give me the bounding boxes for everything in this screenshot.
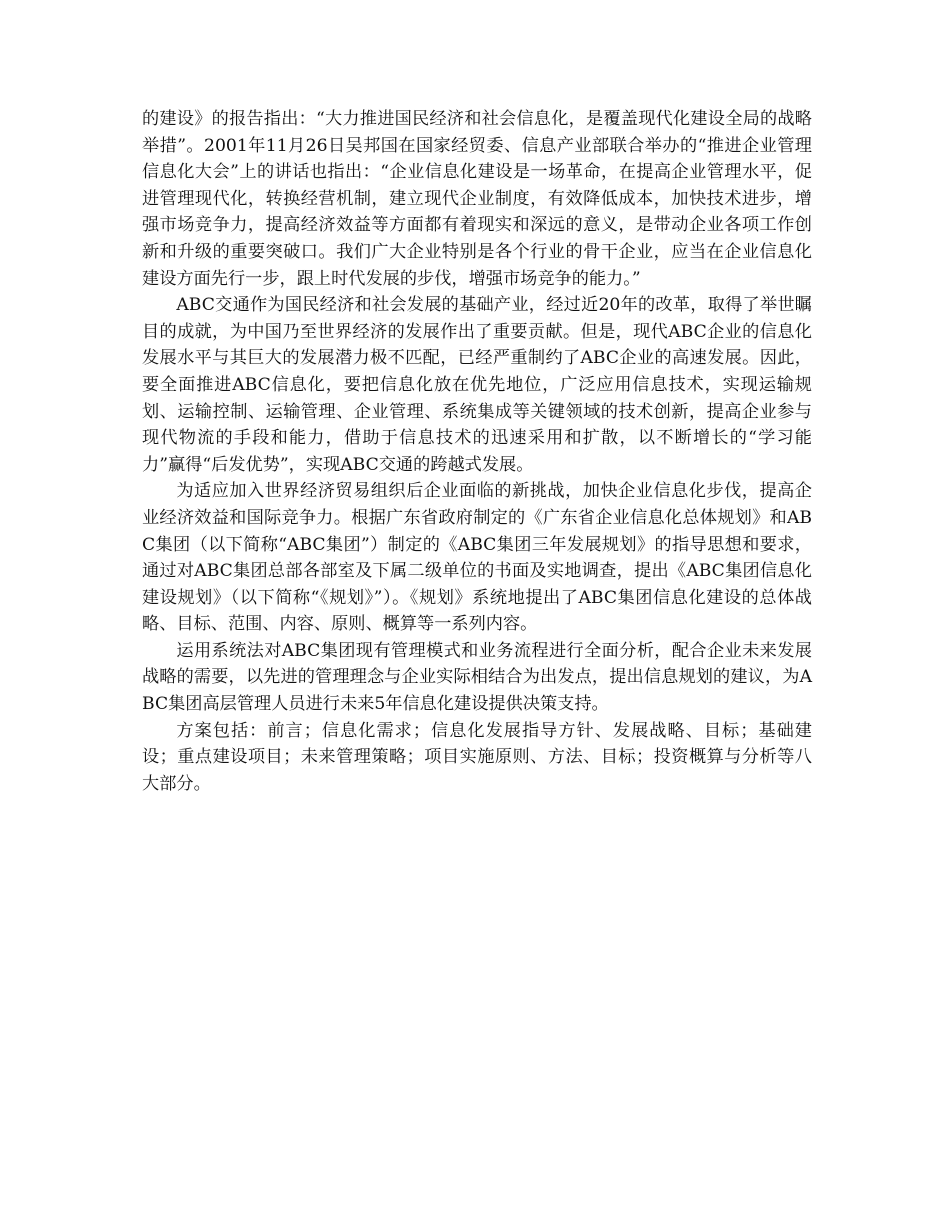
paragraph-wto-challenge: 为适应加入世界经济贸易组织后企业面临的新挑战，加快企业信息化步伐，提高企业经济效益和国际竞争力。根据广东省政府制定的《广东省企业信息化总体规划》和ABC集团（以下简称“ABC集团”）制定的《ABC集团三年发展规划》的指导思想和要求，通过对ABC集团总部各部室及下属二级单位的书面及实地调查，提出《ABC集团信息化建设规划》（以下简称“《规划》”）。《规划》系统地提出了ABC集团信息化建设的总体战略、目标、范围、内容、原则、概算等一系列内容。 (142, 481, 812, 635)
document-body (142, 106, 812, 797)
paragraph-abc-transport: ABC交通作为国民经济和社会发展的基础产业，经过近20年的改革，取得了举世瞩目的成就，为中国乃至世界经济的发展作出了重要贡献。但是，现代ABC企业的信息化发展水平与其巨大的发展潜力极不匹配，已经严重制约了ABC企业的高速发展。因此，要全面推进ABC信息化，要把信息化放在优先地位，广泛应用信息技术，实现运输规划、运输控制、运输管理、企业管理、系统集成等关键领域的技术创新，提高企业参与现代物流的手段和能力，借助于信息技术的迅速采用和扩散，以不断增长的“学习能力”赢得“后发优势”，实现ABC交通的跨越式发展。 (142, 295, 812, 475)
paragraph-report-quote: 的建设》的报告指出：“大力推进国民经济和社会信息化，是覆盖现代化建设全局的战略举措”。2001年11月26日吴邦国在国家经贸委、信息产业部联合举办的“推进企业管理信息化大会”上的讲话也指出：“企业信息化建设是一场革命，在提高企业管理水平，促进管理现代化，转换经营机制，建立现代企业制度，有效降低成本，加快技术进步，增强市场竞争力，提高经济效益等方面都有着现实和深远的意义，是带动企业各项工作创新和升级的重要突破口。我们广大企业特别是各个行业的骨干企业，应当在企业信息化建设方面先行一步，跟上时代发展的步伐，增强市场竞争的能力。” (142, 109, 812, 289)
paragraph-plan-contents: 方案包括：前言；信息化需求；信息化发展指导方针、发展战略、目标；基础建设；重点建设项目；未来管理策略；项目实施原则、方法、目标；投资概算与分析等八大部分。 (142, 720, 812, 794)
paragraph-system-analysis: 运用系统法对ABC集团现有管理模式和业务流程进行全面分析，配合企业未来发展战略的需要，以先进的管理理念与企业实际相结合为出发点，提出信息规划的建议，为ABC集团高层管理人员进行未来5年信息化建设提供决策支持。 (142, 640, 812, 715)
